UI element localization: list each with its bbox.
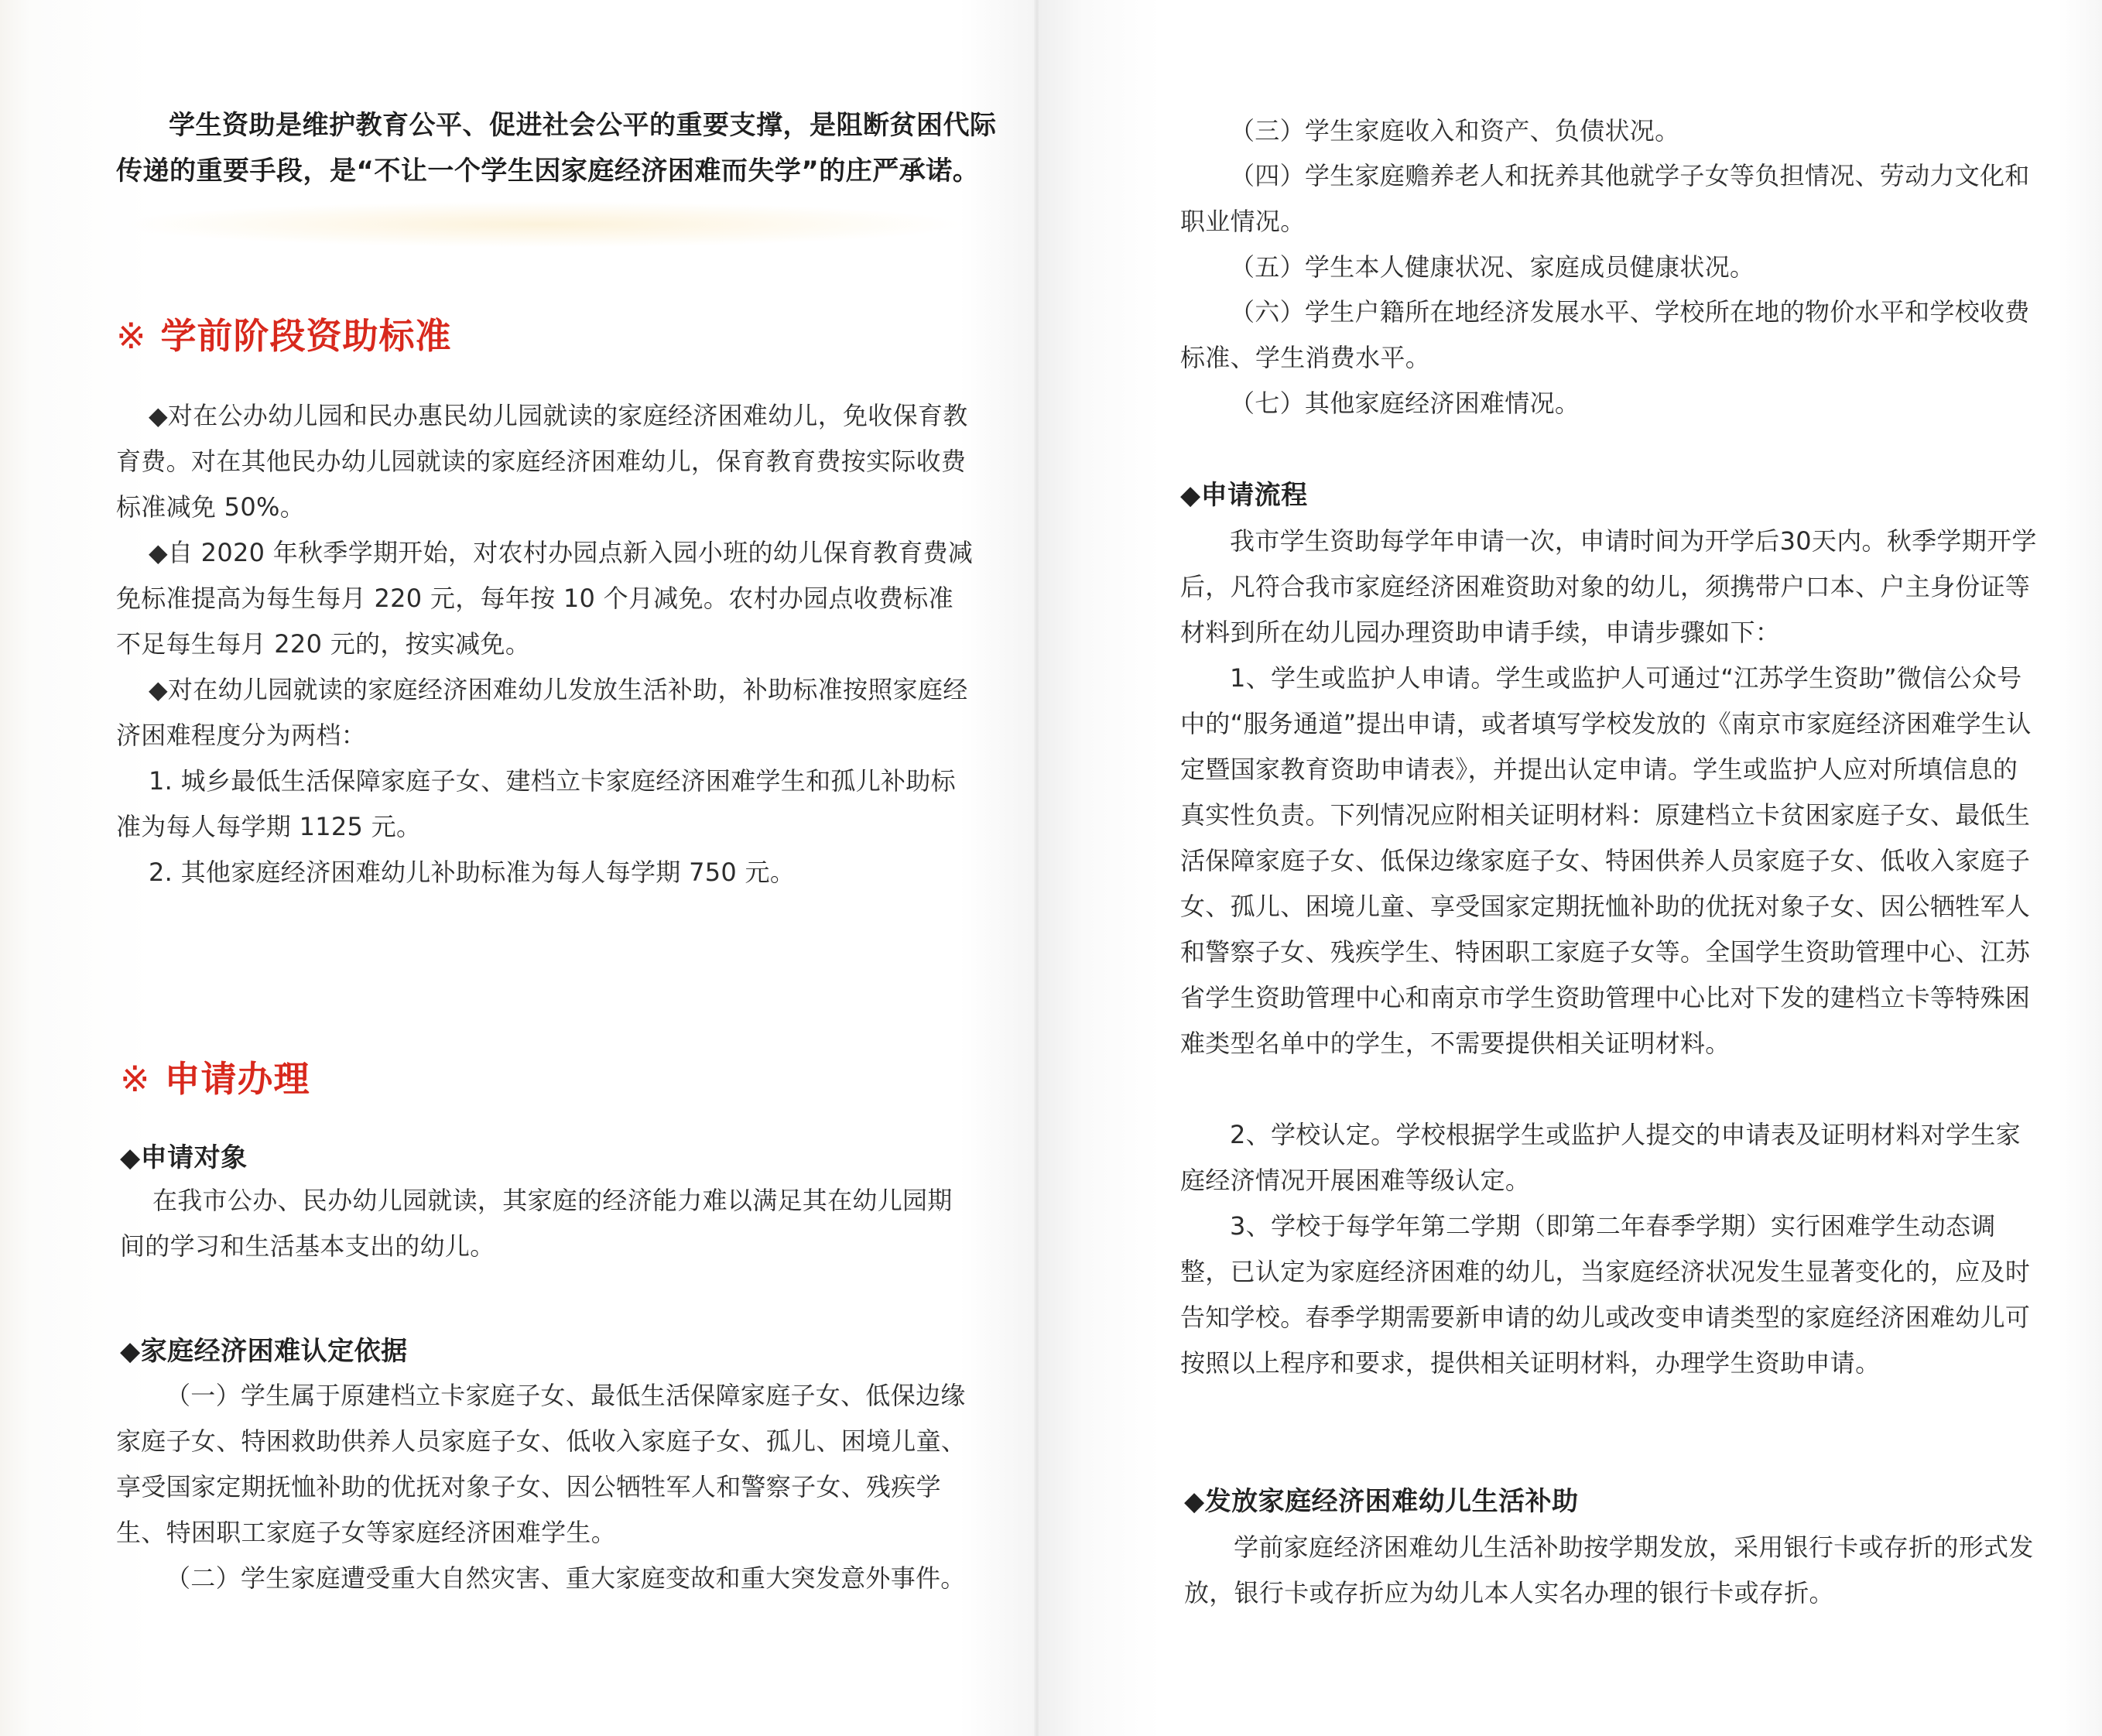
criteria-item-3: （三）学生家庭收入和资产、负债状况。: [1230, 116, 1680, 146]
standard-paragraph-4: 1. 城乡最低生活保障家庭子女、建档立卡家庭经济困难学生和孤儿补助标准为每人每学期 1125 元。: [116, 766, 956, 841]
subhead-criteria: ◆家庭经济困难认定依据: [120, 1336, 408, 1367]
standard-paragraph-2: ◆自 2020 年秋季学期开始，对农村办园点新入园小班的幼儿保育教育费减免标准提高为每生每月 220 元，每年按 10 个月减免。农村办园点收费标准不足每生每月 220 元的，按实减免。: [116, 538, 974, 659]
section-title-preschool-standard: [116, 308, 452, 359]
criteria-item-5: （五）学生本人健康状况、家庭成员健康状况。: [1230, 252, 1755, 282]
criteria-item-1: （一）学生属于原建档立卡家庭子女、最低生活保障家庭子女、低保边缘家庭子女、特困救助供养人员家庭子女、低收入家庭子女、孤儿、困境儿童、享受国家定期抚恤补助的优抚对象子女、因公牺牲军人和警察子女、残疾学生、特困职工家庭子女等家庭经济困难学生。: [116, 1381, 967, 1547]
applicants-paragraph: 在我市公办、民办幼儿园就读，其家庭的经济能力难以满足其在幼儿园期间的学习和生活基本支出的幼儿。: [120, 1186, 953, 1261]
standard-paragraph-5: 2. 其他家庭经济困难幼儿补助标准为每人每学期 750 元。: [149, 858, 796, 887]
section-title-text: 申请办理: [164, 1058, 310, 1100]
process-step-1: 1、学生或监护人申请。学生或监护人可通过“江苏学生资助”微信公众号中的“服务通道”提出申请，或者填写学校发放的《南京市家庭经济困难学生认定暨国家教育资助申请表》，并提出认定申请。学生或监护人应对所填信息的真实性负责。下列情况应附相关证明材料：原建档立卡贫困家庭子女、最低生活保障家庭子女、低保边缘家庭子女、特困供养人员家庭子女、低收入家庭子女、孤儿、困境儿童、享受国家定期抚恤补助的优抚对象子女、因公牺牲军人和警察子女、残疾学生、特困职工家庭子女等。全国学生资助管理中心、江苏省学生资助管理中心和南京市学生资助管理中心比对下发的建档立卡等特殊困难类型名单中的学生，不需要提供相关证明材料。: [1180, 663, 2032, 1058]
page-fold: [1034, 0, 1040, 1736]
criteria-item-7: （七）其他家庭经济困难情况。: [1230, 389, 1580, 418]
section-title-text: 学前阶段资助标准: [160, 315, 452, 357]
subhead-applicants: ◆申请对象: [120, 1142, 248, 1173]
criteria-item-2: （二）学生家庭遭受重大自然灾害、重大家庭变故和重大突发意外事件。: [166, 1563, 966, 1593]
subhead-process: ◆申请流程: [1180, 480, 1308, 511]
decorative-glow: [116, 201, 967, 248]
criteria-item-4: （四）学生家庭赡养老人和抚养其他就学子女等负担情况、劳动力文化和职业情况。: [1180, 161, 2030, 236]
process-intro: 我市学生资助每学年申请一次，申请时间为开学后30天内。秋季学期开学后，凡符合我市家庭经济困难资助对象的幼儿，须携带户口本、户主身份证等材料到所在幼儿园办理资助申请手续，申请步骤如下：: [1180, 526, 2037, 647]
reference-mark-icon: ※: [116, 315, 147, 357]
standard-paragraph-1: ◆对在公办幼儿园和民办惠民幼儿园就读的家庭经济困难幼儿，免收保育教育费。对在其他民办幼儿园就读的家庭经济困难幼儿，保育教育费按实际收费标准减免 50%。: [116, 401, 968, 522]
standard-paragraph-3: ◆对在幼儿园就读的家庭经济困难幼儿发放生活补助，补助标准按照家庭经济困难程度分为两档：: [116, 675, 968, 750]
process-step-2: 2、学校认定。学校根据学生或监护人提交的申请表及证明材料对学生家庭经济情况开展困难等级认定。: [1180, 1120, 2021, 1195]
process-step-3: 3、学校于每学年第二学期（即第二年春季学期）实行困难学生动态调整，已认定为家庭经济困难的幼儿，当家庭经济状况发生显著变化的，应及时告知学校。春季学期需要新申请的幼儿或改变申请类型的家庭经济困难幼儿可按照以上程序和要求，提供相关证明材料，办理学生资助申请。: [1180, 1211, 2031, 1378]
reference-mark-icon: ※: [120, 1058, 151, 1100]
intro-paragraph: 学生资助是维护教育公平、促进社会公平的重要支撑，是阻断贫困代际传递的重要手段，是“不让一个学生因家庭经济困难而失学”的庄严承诺。: [116, 110, 997, 187]
subsidy-paragraph: 学前家庭经济困难幼儿生活补助按学期发放，采用银行卡或存折的形式发放，银行卡或存折应为幼儿本人实名办理的银行卡或存折。: [1184, 1532, 2034, 1608]
criteria-item-6: （六）学生户籍所在地经济发展水平、学校所在地的物价水平和学校收费标准、学生消费水平。: [1180, 297, 2030, 372]
section-title-application: [120, 1051, 310, 1102]
subhead-subsidy: ◆发放家庭经济困难幼儿生活补助: [1184, 1486, 1579, 1517]
